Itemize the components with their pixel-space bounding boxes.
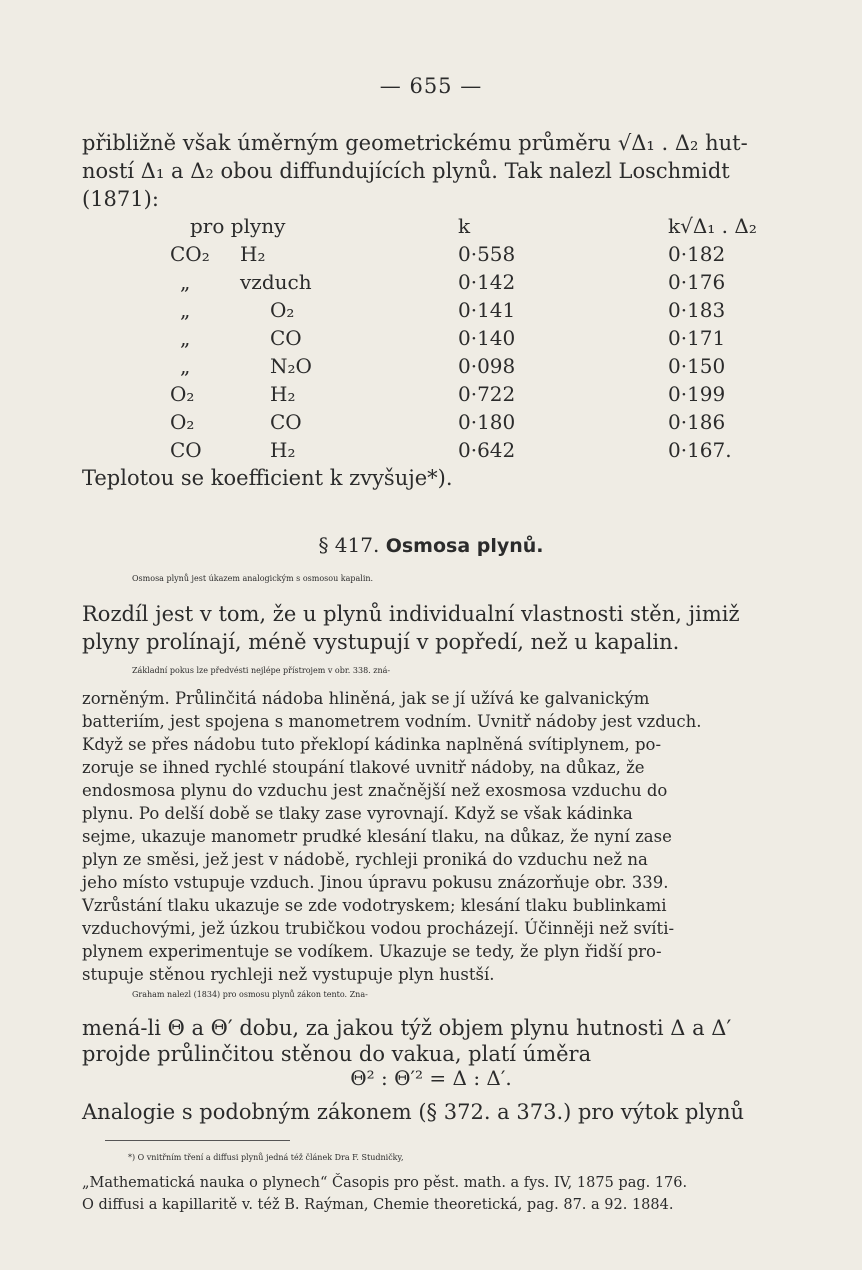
para3-line-1: Graham nalezl (1834) pro osmosu plynů zákon tento. Zna- xyxy=(132,990,368,999)
k-value: 0·098 xyxy=(458,354,516,378)
header-gases: pro plyny xyxy=(190,214,286,238)
k-value: 0·140 xyxy=(458,326,516,350)
gas-a: „ xyxy=(180,298,191,322)
footnote-line-1: *) O vnitřním tření a diffusi plynů jedná též článek Dra F. Studničky, xyxy=(128,1153,404,1162)
k-root-value: 0·199 xyxy=(668,382,726,406)
k-root-value: 0·171 xyxy=(668,326,726,350)
gas-b: H₂ xyxy=(270,438,296,462)
footnote-line-3: O diffusi a kapillaritě v. též B. Raýman, Chemie theoretická, pag. 87. a 92. 1884. xyxy=(82,1197,674,1213)
k-value: 0·141 xyxy=(458,298,516,322)
gas-a: O₂ xyxy=(170,382,195,406)
para2-line: zoruje se ihned rychlé stoupání tlakové uvnitř nádoby, na důkaz, že xyxy=(82,758,645,777)
header-k: k xyxy=(458,214,471,238)
gas-b: CO xyxy=(270,326,302,350)
k-value: 0·722 xyxy=(458,382,516,406)
page-number: — 655 — xyxy=(379,74,483,98)
gas-a: CO xyxy=(170,438,202,462)
gas-b: O₂ xyxy=(270,298,295,322)
para3-line-2: mená-li Θ a Θ′ dobu, za jakou týž objem plynu hutnosti Δ a Δ′ xyxy=(82,1016,732,1040)
k-value: 0·142 xyxy=(458,270,516,294)
para2-line: Když se přes nádobu tuto překlopí kádinka naplněná svítiplynem, po- xyxy=(82,735,662,754)
k-root-value: 0·176 xyxy=(668,270,726,294)
k-root-value: 0·150 xyxy=(668,354,726,378)
gas-a: „ xyxy=(180,270,191,294)
para1-line-3: plyny prolínají, méně vystupují v popředí, než u kapalin. xyxy=(82,630,680,654)
header-k-root: k√Δ₁ . Δ₂ xyxy=(668,214,757,238)
para2-line: plynu. Po delší době se tlaky zase vyrovnají. Když se však kádinka xyxy=(82,804,633,823)
k-root-value: 0·183 xyxy=(668,298,726,322)
k-root-value: 0·167. xyxy=(668,438,732,462)
gas-a: CO₂ xyxy=(170,242,210,266)
gas-b: H₂ xyxy=(270,382,296,406)
diffusion-table xyxy=(170,212,808,464)
para2-line: sejme, ukazuje manometr prudké klesání tlaku, na důkaz, že nyní zase xyxy=(82,827,672,846)
footnote-divider xyxy=(105,1140,290,1141)
k-root-value: 0·182 xyxy=(668,242,726,266)
para4-line: Analogie s podobným zákonem (§ 372. a 373.) pro výtok plynů xyxy=(82,1100,745,1124)
table-row xyxy=(170,268,808,296)
intro-line-1: přibližně však úměrným geometrickému průměru √Δ₁ . Δ₂ hut- xyxy=(82,131,748,155)
gas-b: CO xyxy=(270,410,302,434)
gas-b: N₂O xyxy=(270,354,312,378)
gas-a: „ xyxy=(180,354,191,378)
k-value: 0·558 xyxy=(458,242,516,266)
gas-b: vzduch xyxy=(240,270,312,294)
section-number: § 417. xyxy=(318,533,380,557)
table-row xyxy=(170,296,808,324)
gas-a: „ xyxy=(180,326,191,350)
intro-line-3: (1871): xyxy=(82,187,159,211)
para2-line: batteriím, jest spojena s manometrem vodním. Uvnitř nádoby jest vzduch. xyxy=(82,712,702,731)
para2-line: plyn ze směsi, jež jest v nádobě, rychleji proniká do vzduchu než na xyxy=(82,850,648,869)
k-value: 0·642 xyxy=(458,438,516,462)
intro-line-2: ností Δ₁ a Δ₂ obou diffundujících plynů. Tak nalezl Loschmidt xyxy=(82,159,730,183)
gas-a: O₂ xyxy=(170,410,195,434)
para2-line: zorněným. Průlinčitá nádoba hliněná, jak se jí užívá ke galvanickým xyxy=(82,689,650,708)
table-row xyxy=(170,324,808,352)
para2-line: Základní pokus lze předvésti nejlépe přístrojem v obr. 338. zná- xyxy=(132,666,391,675)
para2-line: endosmosa plynu do vzduchu jest značnější než exosmosa vzduchu do xyxy=(82,781,668,800)
table-row xyxy=(170,436,808,464)
para2-line: Vzrůstání tlaku ukazuje se zde vodotryskem; klesání tlaku bublinkami xyxy=(82,896,667,915)
table-row xyxy=(170,352,808,380)
table-row xyxy=(170,380,808,408)
k-root-value: 0·186 xyxy=(668,410,726,434)
para1-line-1: Osmosa plynů jest úkazem analogickým s osmosou kapalin. xyxy=(132,574,374,583)
table-row xyxy=(170,240,808,268)
table-row xyxy=(170,408,808,436)
k-value: 0·180 xyxy=(458,410,516,434)
after-table-text: Teplotou se koefficient k zvyšuje*). xyxy=(82,466,453,490)
footnote-line-2: „Mathematická nauka o plynech“ Časopis pro pěst. math. a fys. IV, 1875 pag. 176. xyxy=(82,1175,688,1191)
section-title: Osmosa plynů. xyxy=(385,535,544,557)
section-heading xyxy=(0,533,862,557)
para1-line-2: Rozdíl jest v tom, že u plynů individualní vlastnosti stěn, jimiž xyxy=(82,602,740,626)
para2-line: plynem experimentuje se vodíkem. Ukazuje se tedy, že plyn řidší pro- xyxy=(82,942,662,961)
para2-line: jeho místo vstupuje vzduch. Jinou úpravu pokusu znázorňuje obr. 339. xyxy=(82,873,669,892)
table-header-row xyxy=(170,212,808,240)
para3-line-3: projde průlinčitou stěnou do vakua, platí úměra xyxy=(82,1042,592,1066)
gas-b: H₂ xyxy=(240,242,266,266)
para2-line: vzduchovými, jež úzkou trubičkou vodou procházejí. Účinněji než svíti- xyxy=(82,919,675,938)
graham-equation: Θ² : Θ′² = Δ : Δ′. xyxy=(350,1066,512,1090)
para2-line: stupuje stěnou rychleji než vystupuje plyn hustší. xyxy=(82,965,495,984)
